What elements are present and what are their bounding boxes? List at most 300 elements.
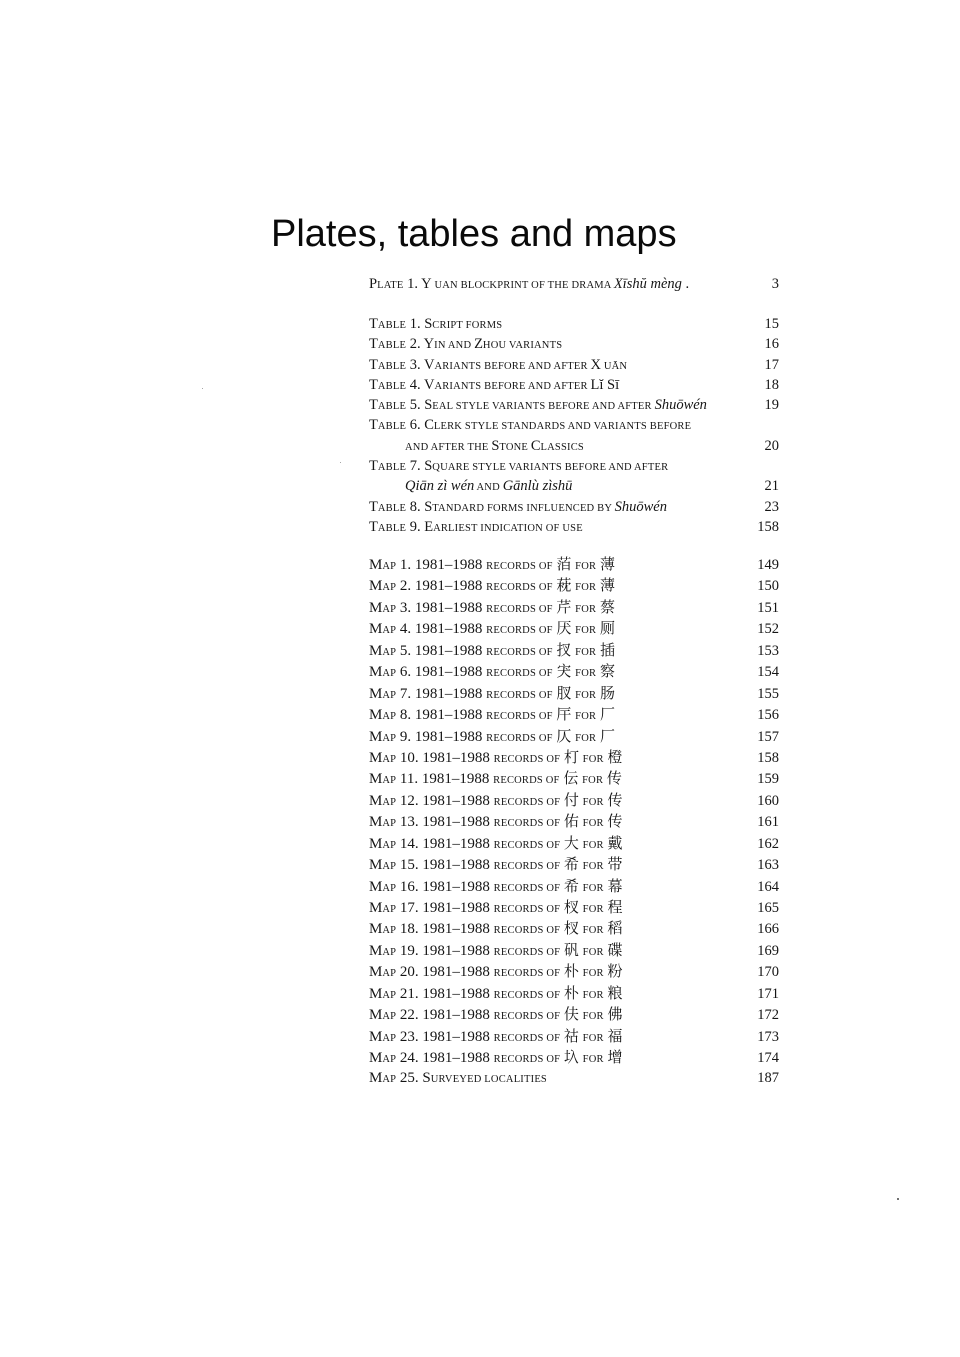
map-years: 1981–1988 bbox=[422, 1007, 490, 1024]
entry-label bbox=[369, 1007, 396, 1023]
map-entry[interactable] bbox=[369, 811, 779, 832]
entry-label-rest: ABLE bbox=[377, 340, 407, 352]
entry-label-cap: M bbox=[369, 728, 383, 745]
for-text: FOR bbox=[575, 625, 597, 637]
standard-character: 传 bbox=[607, 812, 623, 831]
entry-label-rest: AP bbox=[382, 582, 397, 594]
entry-text-part: S bbox=[491, 437, 500, 454]
map-years: 1981–1988 bbox=[422, 1028, 490, 1045]
entry-label-cap: M bbox=[369, 1069, 383, 1086]
entry-label-cap: M bbox=[369, 557, 383, 573]
variant-character: 付 bbox=[563, 790, 579, 809]
entry-label-cap: M bbox=[369, 814, 383, 831]
entry-label-rest: ABLE bbox=[377, 421, 407, 433]
table-entry-continuation[interactable] bbox=[369, 476, 779, 496]
entry-label-cap: T bbox=[369, 498, 378, 515]
entry-number: 7. bbox=[396, 685, 415, 702]
for-text: FOR bbox=[575, 646, 597, 658]
standard-character: 薄 bbox=[599, 555, 615, 573]
entry-text bbox=[369, 1047, 622, 1070]
map-years: 1981–1988 bbox=[422, 878, 490, 895]
page-number: 153 bbox=[757, 642, 779, 659]
standard-character: 察 bbox=[599, 662, 615, 681]
table-entry[interactable] bbox=[369, 497, 779, 517]
entry-label-rest: ABLE bbox=[377, 401, 407, 413]
entry-label-rest: AP bbox=[382, 689, 397, 701]
map-years: 1981–1988 bbox=[414, 685, 483, 702]
entry-label bbox=[369, 499, 406, 515]
map-entry[interactable] bbox=[369, 833, 779, 854]
entry-text-part: QUARE STYLE VARIANTS BEFORE AND AFTER bbox=[432, 462, 669, 474]
page-number: 165 bbox=[757, 900, 779, 916]
page-number: 151 bbox=[757, 599, 779, 616]
map-entry[interactable] bbox=[369, 897, 779, 918]
table-entry[interactable] bbox=[369, 456, 779, 476]
table-entry[interactable] bbox=[369, 314, 779, 334]
map-entry[interactable] bbox=[369, 983, 779, 1004]
page-number: 171 bbox=[757, 985, 779, 1002]
entry-label-rest: AP bbox=[382, 753, 397, 765]
page-number: 17 bbox=[764, 356, 779, 373]
standard-character: 薄 bbox=[599, 576, 615, 595]
page-number: 152 bbox=[757, 621, 779, 638]
map-years: 1981–1988 bbox=[414, 642, 483, 659]
entry-label-rest: ABLE bbox=[377, 320, 407, 331]
table-entry[interactable] bbox=[369, 355, 779, 375]
entry-label bbox=[369, 1029, 396, 1045]
records-of-text: RECORDS OF bbox=[486, 711, 553, 723]
entry-number: 10. bbox=[396, 749, 423, 766]
entry-number: 2. bbox=[406, 336, 424, 353]
standard-character: 粉 bbox=[607, 962, 623, 981]
map-entry[interactable] bbox=[369, 575, 779, 596]
entry-label-rest: AP bbox=[382, 603, 397, 615]
entry-label bbox=[369, 357, 406, 373]
map-entry[interactable] bbox=[369, 1026, 779, 1047]
map-entry[interactable] bbox=[369, 768, 779, 789]
entry-text-part: S bbox=[424, 458, 433, 475]
page-number: 159 bbox=[757, 771, 779, 788]
entry-number: 21. bbox=[396, 985, 423, 1002]
page-number: 157 bbox=[757, 728, 779, 745]
entry-label bbox=[369, 336, 406, 352]
entry-label bbox=[369, 1050, 396, 1066]
map-entry[interactable] bbox=[369, 854, 779, 875]
entry-number: 3. bbox=[396, 599, 415, 616]
standard-character: 幕 bbox=[607, 876, 623, 895]
entry-label-cap: T bbox=[369, 376, 378, 393]
standard-character: 厕 bbox=[599, 619, 615, 638]
entry-label-cap: M bbox=[369, 942, 383, 959]
map-years: 1981–1988 bbox=[414, 621, 483, 638]
for-text: FOR bbox=[582, 775, 604, 787]
entry-number: 8. bbox=[396, 707, 415, 724]
entry-number: 23. bbox=[396, 1028, 423, 1045]
entry-label-cap: T bbox=[369, 397, 378, 414]
entry-label-cap: M bbox=[369, 685, 383, 702]
map-years: 1981–1988 bbox=[422, 835, 490, 852]
for-text: FOR bbox=[582, 1032, 604, 1044]
entry-text-part: C bbox=[530, 437, 541, 454]
entry-number: 25. bbox=[396, 1069, 423, 1086]
map-entry[interactable] bbox=[369, 790, 779, 811]
entry-label-rest: AP bbox=[382, 711, 397, 723]
records-of-text: RECORDS OF bbox=[486, 732, 553, 744]
entry-label-rest: AP bbox=[382, 882, 397, 894]
map-years: 1981–1988 bbox=[421, 771, 490, 788]
entry-label-cap: M bbox=[369, 878, 383, 895]
entry-label-cap: M bbox=[369, 1050, 383, 1067]
map-years: 1981–1988 bbox=[422, 900, 490, 916]
map-years: 1981–1988 bbox=[422, 749, 490, 766]
entry-label-rest: AP bbox=[382, 625, 397, 637]
map-entry[interactable] bbox=[369, 1069, 779, 1087]
map-years: 1981–1988 bbox=[414, 707, 483, 724]
variant-character: 厌 bbox=[556, 619, 572, 638]
variant-character: 萙 bbox=[556, 576, 572, 595]
entry-label bbox=[369, 900, 396, 916]
table-entry[interactable] bbox=[369, 334, 779, 354]
map-years: 1981–1988 bbox=[422, 921, 490, 938]
standard-character: 佛 bbox=[607, 1005, 623, 1024]
entry-label-cap: T bbox=[369, 417, 378, 434]
entry-text-part: Y bbox=[421, 276, 432, 292]
entry-text bbox=[369, 833, 622, 856]
entry-label bbox=[369, 921, 396, 937]
entry-text-part: ARLIEST INDICATION OF USE bbox=[433, 522, 583, 534]
entry-number: 1. bbox=[403, 276, 422, 292]
variant-character: 扠 bbox=[556, 640, 572, 659]
entry-text bbox=[369, 661, 615, 684]
entry-label bbox=[369, 771, 396, 787]
scan-speck bbox=[340, 462, 341, 463]
entry-label bbox=[369, 943, 396, 959]
entry-text-part: S bbox=[424, 397, 433, 414]
entry-number: 1. bbox=[396, 557, 415, 573]
map-years: 1981–1988 bbox=[422, 942, 490, 959]
entry-number: 15. bbox=[396, 857, 423, 874]
variant-character: 杈 bbox=[563, 919, 579, 938]
entry-label-rest: AP bbox=[382, 989, 397, 1001]
entry-label bbox=[369, 750, 396, 766]
entry-text bbox=[369, 876, 622, 899]
map-entry[interactable] bbox=[369, 726, 779, 747]
map-entry[interactable] bbox=[369, 940, 779, 961]
entry-text bbox=[369, 983, 622, 1006]
map-years: 1981–1988 bbox=[422, 964, 490, 981]
standard-character: 橙 bbox=[607, 747, 623, 766]
entry-text bbox=[369, 597, 615, 620]
entry-text bbox=[369, 334, 562, 356]
page-number: 21 bbox=[764, 478, 779, 495]
page-number: 173 bbox=[757, 1028, 779, 1045]
entry-label bbox=[369, 879, 396, 895]
entry-label-rest: AP bbox=[382, 861, 397, 873]
entry-label-rest: AP bbox=[382, 1054, 397, 1066]
entry-text bbox=[369, 640, 615, 663]
page-number: 3 bbox=[771, 276, 779, 292]
entry-label bbox=[369, 377, 406, 393]
variant-character: 伝 bbox=[563, 769, 579, 788]
records-of-text: RECORDS OF bbox=[486, 603, 553, 615]
entry-text-part: . bbox=[681, 276, 690, 292]
tables-list bbox=[369, 314, 779, 537]
entry-label-cap: M bbox=[369, 964, 383, 981]
entry-label bbox=[369, 1070, 396, 1086]
standard-character: 厂 bbox=[599, 726, 615, 745]
page-number: 164 bbox=[757, 878, 779, 895]
for-text: FOR bbox=[582, 968, 604, 980]
map-entry[interactable] bbox=[369, 618, 779, 639]
table-entry[interactable] bbox=[369, 395, 779, 415]
entry-label-cap: M bbox=[369, 835, 383, 852]
entry-label-cap: M bbox=[369, 857, 383, 874]
entry-label-cap: T bbox=[369, 316, 378, 332]
for-text: FOR bbox=[582, 989, 604, 1001]
entry-label bbox=[369, 686, 396, 702]
entry-text bbox=[369, 683, 615, 706]
entry-label bbox=[369, 458, 406, 474]
entry-number: 6. bbox=[396, 664, 415, 681]
for-text: FOR bbox=[582, 925, 604, 937]
entry-number: 4. bbox=[406, 376, 424, 393]
entry-text bbox=[369, 395, 707, 417]
scan-speck bbox=[897, 1198, 899, 1200]
entry-text-part: LERK STYLE STANDARDS AND VARIANTS BEFORE bbox=[433, 421, 692, 433]
entry-text-part: ARIANTS BEFORE AND AFTER bbox=[434, 380, 591, 392]
entry-label bbox=[369, 964, 396, 980]
entry-label bbox=[369, 814, 396, 830]
page-number: 15 bbox=[764, 316, 779, 332]
entry-number: 5. bbox=[406, 397, 425, 414]
variant-character: 肞 bbox=[556, 683, 572, 702]
entry-number: 6. bbox=[406, 417, 425, 434]
map-entry[interactable] bbox=[369, 661, 779, 682]
page-number: 169 bbox=[757, 942, 779, 959]
variant-character: 希 bbox=[563, 855, 579, 874]
entry-text-part: TANDARD FORMS INFLUENCED BY bbox=[432, 502, 615, 514]
map-entry[interactable] bbox=[369, 876, 779, 897]
map-entry[interactable] bbox=[369, 1047, 779, 1068]
map-entry[interactable] bbox=[369, 597, 779, 618]
entry-text-part: UAN BLOCKPRINT OF THE DRAMA bbox=[431, 280, 614, 291]
plates-list bbox=[369, 274, 779, 294]
records-of-text: RECORDS OF bbox=[493, 753, 561, 765]
entry-number: 8. bbox=[406, 498, 425, 515]
entry-text-part: UĀN bbox=[601, 360, 628, 372]
entry-text bbox=[369, 768, 622, 791]
entry-label bbox=[369, 417, 406, 433]
records-of-text: RECORDS OF bbox=[493, 818, 561, 830]
entry-number: 18. bbox=[396, 921, 423, 938]
map-years: 1981–1988 bbox=[414, 557, 483, 573]
entry-text-part: LASSICS bbox=[540, 441, 584, 453]
map-years: 1981–1988 bbox=[414, 599, 483, 616]
entry-text bbox=[369, 918, 622, 941]
variant-character: 佑 bbox=[563, 812, 579, 831]
page-number: 172 bbox=[757, 1007, 779, 1024]
entry-label-rest: AP bbox=[382, 1032, 397, 1044]
scan-speck bbox=[202, 388, 203, 389]
entry-text bbox=[369, 1004, 622, 1027]
records-of-text: RECORDS OF bbox=[493, 968, 561, 980]
entry-number: 14. bbox=[396, 835, 423, 852]
variant-character: 大 bbox=[563, 833, 579, 852]
entry-text-part: X bbox=[590, 356, 602, 373]
records-of-text: RECORDS OF bbox=[493, 882, 561, 894]
page-number: 174 bbox=[757, 1050, 779, 1067]
page-number: 154 bbox=[757, 664, 779, 681]
entry-label-rest: AP bbox=[382, 839, 397, 851]
page-number: 149 bbox=[757, 557, 779, 573]
for-text: FOR bbox=[575, 603, 597, 615]
entry-label-rest: ABLE bbox=[377, 360, 407, 372]
variant-character: 厈 bbox=[556, 705, 572, 724]
map-entry[interactable] bbox=[369, 640, 779, 661]
records-of-text: RECORDS OF bbox=[486, 646, 553, 658]
entry-text-part: URVEYED LOCALITIES bbox=[430, 1073, 547, 1085]
table-entry[interactable] bbox=[369, 375, 779, 395]
entry-label-rest: AP bbox=[382, 796, 397, 808]
for-text: FOR bbox=[582, 861, 604, 873]
entry-text bbox=[369, 517, 583, 539]
entry-text bbox=[369, 1069, 547, 1089]
for-text: FOR bbox=[582, 839, 604, 851]
standard-character: 肠 bbox=[599, 683, 615, 702]
map-entry[interactable] bbox=[369, 704, 779, 725]
standard-character: 插 bbox=[599, 640, 615, 659]
entry-label-cap: M bbox=[369, 621, 383, 638]
for-text: FOR bbox=[582, 818, 604, 830]
entry-label-rest: AP bbox=[382, 646, 397, 658]
entry-text-part: Z bbox=[474, 336, 483, 353]
entry-number: 2. bbox=[396, 578, 415, 595]
variant-character: 祜 bbox=[563, 1026, 579, 1045]
page-number: 170 bbox=[757, 964, 779, 981]
entry-text bbox=[369, 1026, 622, 1049]
entry-text-part: V bbox=[423, 376, 435, 393]
records-of-text: RECORDS OF bbox=[493, 861, 561, 873]
entry-label-rest: AP bbox=[382, 946, 397, 958]
plate-entry[interactable] bbox=[369, 274, 779, 294]
page-title: Plates, tables and maps bbox=[271, 213, 677, 255]
variant-character: 希 bbox=[563, 876, 579, 895]
map-entry[interactable] bbox=[369, 683, 779, 704]
entry-label-cap: T bbox=[369, 336, 378, 353]
map-years: 1981–1988 bbox=[422, 857, 490, 874]
entry-text-part: Shuōwén bbox=[654, 397, 707, 414]
map-years: 1981–1988 bbox=[422, 1050, 490, 1067]
map-entry[interactable] bbox=[369, 918, 779, 939]
entry-label-cap: M bbox=[369, 771, 383, 788]
variant-character: 杈 bbox=[563, 898, 579, 916]
page-number: 156 bbox=[757, 707, 779, 724]
entry-number: 7. bbox=[406, 458, 425, 475]
entry-text bbox=[369, 415, 691, 437]
entry-label-cap: T bbox=[369, 518, 378, 535]
entry-label-rest: AP bbox=[382, 968, 397, 980]
records-of-text: RECORDS OF bbox=[493, 839, 561, 851]
table-entry[interactable] bbox=[369, 517, 779, 537]
entry-number: 13. bbox=[396, 814, 423, 831]
entry-label-cap: M bbox=[369, 578, 383, 595]
variant-character: 伕 bbox=[563, 1005, 579, 1024]
entry-text-part: S bbox=[424, 316, 433, 332]
records-of-text: RECORDS OF bbox=[493, 925, 561, 937]
entry-label-cap: M bbox=[369, 707, 383, 724]
entry-text bbox=[369, 355, 627, 377]
entry-text-part: Shuōwén bbox=[614, 498, 667, 515]
for-text: FOR bbox=[575, 732, 597, 744]
table-entry-continuation[interactable] bbox=[369, 436, 779, 456]
entry-text bbox=[369, 575, 615, 598]
entry-text-part: CRIPT FORMS bbox=[432, 320, 503, 331]
entry-text bbox=[369, 375, 619, 397]
for-text: FOR bbox=[582, 753, 604, 765]
map-entry[interactable] bbox=[369, 554, 779, 575]
for-text: FOR bbox=[582, 1054, 604, 1066]
entry-number: 24. bbox=[396, 1050, 423, 1067]
entry-text-part: S bbox=[422, 1069, 431, 1086]
entry-text-part: AND bbox=[474, 482, 503, 494]
entry-number: 16. bbox=[396, 878, 423, 895]
entry-text-part: Gānlù zìshū bbox=[502, 478, 573, 495]
entry-label bbox=[369, 857, 396, 873]
page-number: 163 bbox=[757, 857, 779, 874]
records-of-text: RECORDS OF bbox=[486, 561, 553, 572]
page-number: 155 bbox=[757, 685, 779, 702]
entry-text-part: E bbox=[424, 518, 434, 535]
entry-label-cap: M bbox=[369, 749, 383, 766]
entry-label-rest: LATE bbox=[377, 280, 404, 291]
map-entry[interactable] bbox=[369, 1004, 779, 1025]
entry-number: 3. bbox=[406, 356, 424, 373]
entry-label-rest: AP bbox=[382, 818, 397, 830]
map-entry[interactable] bbox=[369, 961, 779, 982]
entry-label bbox=[369, 707, 396, 723]
entry-number: 1. bbox=[406, 316, 425, 332]
standard-character: 传 bbox=[606, 769, 622, 788]
entry-text-part: S bbox=[424, 498, 433, 515]
entry-label-cap: T bbox=[369, 458, 378, 475]
records-of-text: RECORDS OF bbox=[486, 689, 553, 701]
entry-text bbox=[369, 704, 615, 727]
for-text: FOR bbox=[575, 582, 597, 594]
entry-label-rest: AP bbox=[382, 668, 397, 680]
page-number: 150 bbox=[757, 578, 779, 595]
entry-label-cap: M bbox=[369, 1007, 383, 1024]
entry-label bbox=[369, 793, 396, 809]
map-years: 1981–1988 bbox=[422, 792, 490, 809]
entry-label-cap: M bbox=[369, 642, 383, 659]
page-number: 158 bbox=[757, 518, 779, 535]
map-years: 1981–1988 bbox=[414, 664, 483, 681]
entry-label-rest: ABLE bbox=[377, 502, 407, 514]
entry-number: 17. bbox=[396, 900, 423, 916]
entry-text bbox=[369, 854, 622, 877]
map-entry[interactable] bbox=[369, 747, 779, 768]
standard-character: 程 bbox=[607, 898, 623, 916]
standard-character: 蔡 bbox=[599, 597, 615, 616]
entry-text bbox=[369, 811, 622, 834]
entry-label-rest: AP bbox=[382, 1011, 397, 1023]
for-text: FOR bbox=[582, 946, 604, 958]
variant-character: 朴 bbox=[563, 962, 579, 981]
table-entry[interactable] bbox=[369, 415, 779, 435]
for-text: FOR bbox=[575, 689, 597, 701]
page-number: 23 bbox=[764, 498, 779, 515]
entry-label bbox=[369, 276, 404, 292]
